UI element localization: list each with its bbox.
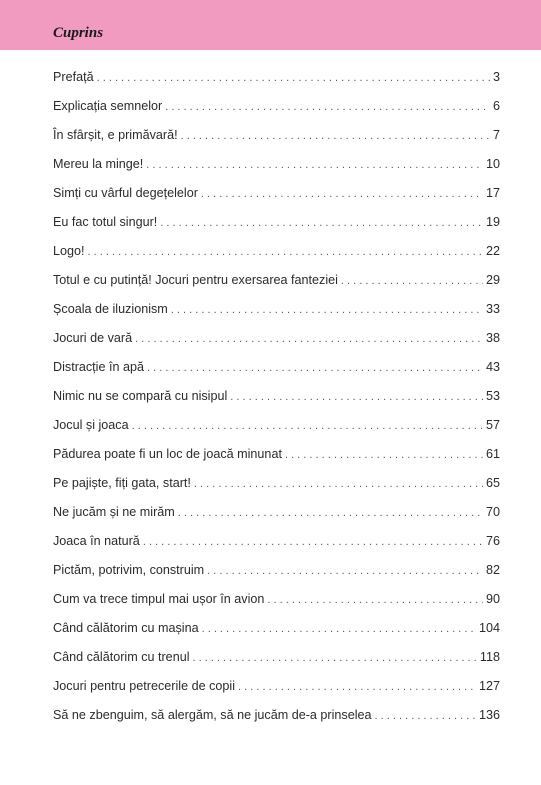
toc-entry[interactable] [53,531,500,560]
toc-entry-page: 38 [485,331,500,345]
dot-leader [285,445,483,465]
toc-entry-page: 90 [485,592,500,606]
toc-entry-title: În sfârșit, e primăvară! [53,128,178,142]
page-title: Cuprins [53,25,104,41]
toc-entry-title: Cum va trece timpul mai ușor în avion [53,592,265,606]
toc-entry-page: 10 [485,157,500,171]
dot-leader [160,213,483,233]
toc-entry-title: Explicația semnelor [53,99,163,113]
toc-entry[interactable] [53,502,500,531]
toc-entry[interactable] [53,212,500,241]
dot-leader [238,677,476,697]
toc-entry-page: 19 [485,215,500,229]
toc-entry[interactable] [53,96,500,125]
toc-entry-page: 76 [485,534,500,548]
dot-leader [375,706,476,726]
toc-entry[interactable] [53,589,500,618]
toc-entry-title: Ne jucăm și ne mirăm [53,505,175,519]
toc-entry-page: 61 [485,447,500,461]
toc-entry-page: 65 [485,476,500,490]
toc-entry[interactable] [53,328,500,357]
dot-leader [207,561,483,581]
dot-leader [341,271,483,291]
dot-leader [230,387,483,407]
toc-entry-title: Nimic nu se compară cu nisipul [53,389,228,403]
toc-entry-title: Logo! [53,244,85,258]
toc-entry[interactable] [53,154,500,183]
dot-leader [165,97,490,117]
toc-entry-page: 29 [485,273,500,287]
toc-entry[interactable] [53,560,500,589]
toc-entry[interactable] [53,270,500,299]
dot-leader [143,532,483,552]
toc-entry-title: Școala de iluzionism [53,302,168,316]
dot-leader [146,155,483,175]
toc-entry-page: 70 [485,505,500,519]
toc-entry-page: 127 [478,679,500,693]
toc-entry-title: Distracție în apă [53,360,144,374]
toc-entry-title: Prefață [53,70,94,84]
toc-entry-title: Pictăm, potrivim, construim [53,563,205,577]
dot-leader [132,416,483,436]
toc-entry[interactable] [53,183,500,212]
dot-leader [193,648,477,668]
dot-leader [88,242,483,262]
toc-entry[interactable] [53,299,500,328]
toc-entry-title: Jocuri pentru petrecerile de copii [53,679,236,693]
toc-entry-page: 33 [485,302,500,316]
toc-entry-page: 6 [492,99,500,113]
toc-entry-title: Jocuri de vară [53,331,133,345]
dot-leader [135,329,483,349]
dot-leader [171,300,483,320]
toc-entry-title: Mereu la minge! [53,157,144,171]
dot-leader [147,358,483,378]
dot-leader [181,126,490,146]
toc-entry-page: 136 [478,708,500,722]
toc-entry-page: 118 [479,650,500,664]
toc-entry-page: 104 [478,621,500,635]
toc-entry-title: Joaca în natură [53,534,140,548]
toc-entry[interactable] [53,705,500,734]
toc-entry[interactable] [53,386,500,415]
toc-entry-page: 53 [485,389,500,403]
dot-leader [194,474,483,494]
toc-entry-title: Pe pajiște, fiți gata, start! [53,476,191,490]
table-of-contents [53,67,500,734]
dot-leader [201,184,483,204]
toc-entry-page: 22 [485,244,500,258]
toc-entry-title: Pădurea poate fi un loc de joacă minunat [53,447,282,461]
toc-entry-title: Jocul și joaca [53,418,129,432]
toc-entry[interactable] [53,125,500,154]
toc-entry[interactable] [53,357,500,386]
toc-entry-page: 3 [492,70,500,84]
header-bar [0,0,541,50]
toc-entry[interactable] [53,473,500,502]
toc-entry-title: Totul e cu putință! Jocuri pentru exersarea fanteziei [53,273,338,287]
toc-entry-title: Când călătorim cu trenul [53,650,190,664]
toc-entry[interactable] [53,618,500,647]
toc-entry[interactable] [53,676,500,705]
toc-entry-page: 17 [485,186,500,200]
toc-entry-page: 82 [485,563,500,577]
toc-entry-page: 57 [485,418,500,432]
toc-entry-title: Când călătorim cu mașina [53,621,199,635]
toc-entry-title: Eu fac totul singur! [53,215,158,229]
toc-entry[interactable] [53,67,500,96]
dot-leader [267,590,483,610]
toc-entry-page: 43 [485,360,500,374]
toc-entry[interactable] [53,647,500,676]
toc-entry[interactable] [53,241,500,270]
toc-entry[interactable] [53,415,500,444]
dot-leader [97,68,490,88]
toc-entry-title: Să ne zbenguim, să alergăm, să ne jucăm de-a prinselea [53,708,372,722]
toc-entry[interactable] [53,444,500,473]
toc-entry-title: Simți cu vârful degețelelor [53,186,198,200]
dot-leader [178,503,483,523]
dot-leader [202,619,476,639]
toc-entry-page: 7 [492,128,500,142]
